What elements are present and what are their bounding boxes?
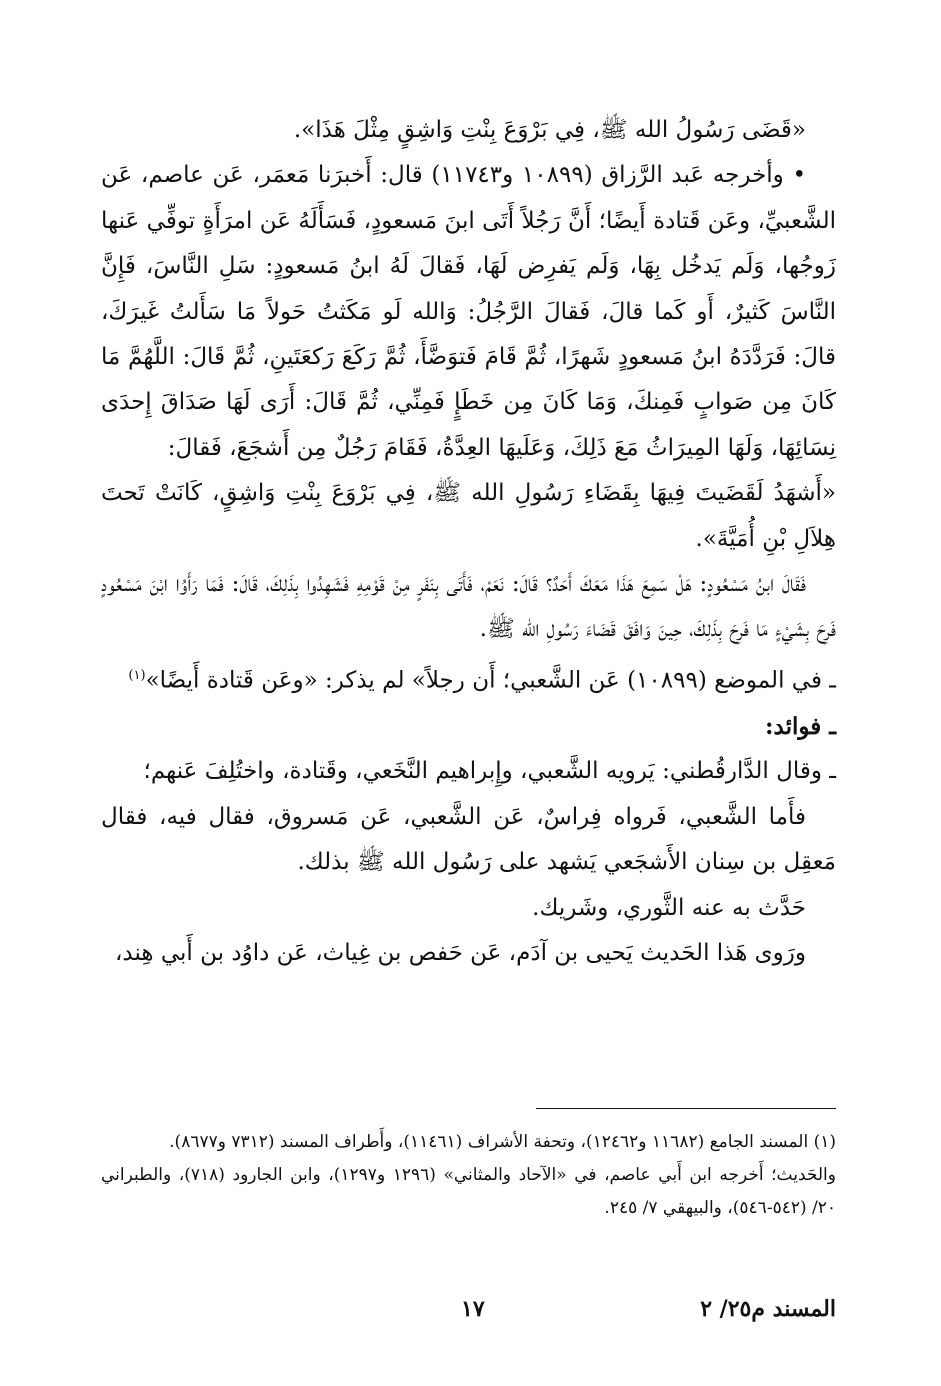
main-text xyxy=(101,108,836,976)
footnotes xyxy=(101,1126,836,1225)
note-text: ـ في الموضع (١٠٨٩٩) عَن الشَّعبي؛ أَن رجلاً» لم يذكر: «وعَن قَتادة أَيضًا» xyxy=(145,667,836,694)
note-paragraph xyxy=(101,653,836,704)
narrators-paragraph: حَدَّث به عنه الثَّوري، وشَريك. xyxy=(532,894,806,921)
volume-label: المسند م٢٥/ ٢ xyxy=(700,1296,836,1322)
daraqutni-paragraph: ـ وقال الدَّارقُطني: يَرويه الشَّعبي، وإِبراهيم النَّخَعي، وقَتادة، واختُلِفَ عَنهم؛ xyxy=(143,758,836,785)
footnote-divider xyxy=(536,1108,836,1109)
benefits-heading: ـ فوائد: xyxy=(765,712,836,740)
shabi-paragraph: فأَما الشَّعبي، فَرواه فِراسٌ، عَن الشَّعبي، عَن مَسروق، فقال فيه، فقال مَعقِل بن سِنان الأَشجَعي يَشهد على رَسُول الله ﷺ بذلك. xyxy=(101,803,836,876)
quote-paragraph-2: «أَشهَدُ لَقَضَيتَ فِيهَا بِقَضَاءِ رَسُولِ الله ﷺ، فِي بَرْوَعَ بِنْتِ وَاشِقٍ، كَانَتْ تَحتَ هِلاَلِ بْنِ أُمَيَّةَ». xyxy=(101,480,836,552)
narrative-paragraph: فَقَالَ ابنُ مَسْعُودٍ: هَلْ سَمِعَ هَذَا مَعَكَ أَحَدٌ؟ قَالَ: نَعَمْ، فَأَتَى بِنَفَرٍ مِنْ قَوْمِهِ فَشَهِدُوا بِذَلِكَ، قَالَ: فَمَا رَأَوُا ابْنَ مَسْعُودٍ فَرِحَ بِشَيْءٍ مَا فَرِحَ بِذَلِكَ، حِينَ وَافَقَ قَضَاءَ رَسُولِ الله ﷺ. xyxy=(101,571,836,643)
footnote-1: (١) المسند الجامع (١١٦٨٢ و١٢٤٦٢)، وتحفة الأشراف (١١٤٦١)، وأَطراف المسند (٧٣١٢ و٨٦٧٧). xyxy=(169,1132,836,1152)
hadith-paragraph: • وأخرجه عَبد الرَّزاق (١٠٨٩٩ و١١٧٤٣) قال: أَخبرَنا مَعمَر، عَن عاصم، عَن الشَّعبيِّ، وعَن قَتادة أَيضًا؛ أَنَّ رَجُلاً أَتَى ابنَ مَسعودٍ، فَسَأَلَهُ عَن امرَأَةٍ توفِّي عَنها زَوجُها، وَلَم يَدخُل بِهَا، وَلَم يَفرِض لَهَا، فَقالَ لَهُ ابنُ مَسعودٍ: سَلِ النَّاسَ، فَإِنَّ النَّاسَ كَثيرٌ، أَو كَما قالَ، فَقالَ الرَّجُلُ: وَالله لَو مَكَثتُ حَولاً مَا سَأَلتُ غَيرَكَ، قالَ: فَرَدَّدَهُ ابنُ مَسعودٍ شَهرًا، ثُمَّ قَامَ فَتوَضَّأَ، ثُمَّ رَكَعَ رَكعَتَينِ، ثُمَّ قَالَ: اللَّهُمَّ مَا كَانَ مِن صَوابٍ فَمِنكَ، وَمَا كَانَ مِن خَطَإٍ فَمِنِّي، ثُمَّ قَالَ: أَرَى لَهَا صَدَاقَ إِحدَى نِسَائِهَا، وَلَهَا المِيرَاثُ مَعَ ذَلِكَ، وَعَلَيهَا العِدَّةُ، فَقَامَ رَجُلٌ مِن أَشجَعَ، فَقالَ: xyxy=(101,162,836,461)
page-footer xyxy=(101,1296,836,1336)
footnote-marker[interactable]: (١) xyxy=(128,667,146,683)
page-number: ١٧ xyxy=(461,1296,485,1322)
yahya-paragraph: ورَوى هَذا الحَديث يَحيى بن آدَم، عَن حَفص بن غِياث، عَن داوُد بن أَبي هِند، xyxy=(114,939,806,966)
footnote-2: والحَديث؛ أَخرجه ابن أَبي عاصم، في «الآحاد والمثاني» (١٢٩٦ و١٢٩٧)، وابن الجارود (٧١٨)، والطبراني ٢٠/ (٥٤٢-٥٤٦)، والبيهقي ٧/ ٢٤٥. xyxy=(101,1165,836,1218)
quote-paragraph-1: «قَضَى رَسُولُ الله ﷺ، فِي بَرْوَعَ بِنْتِ وَاشِقٍ مِثْلَ هَذَا». xyxy=(293,117,806,143)
